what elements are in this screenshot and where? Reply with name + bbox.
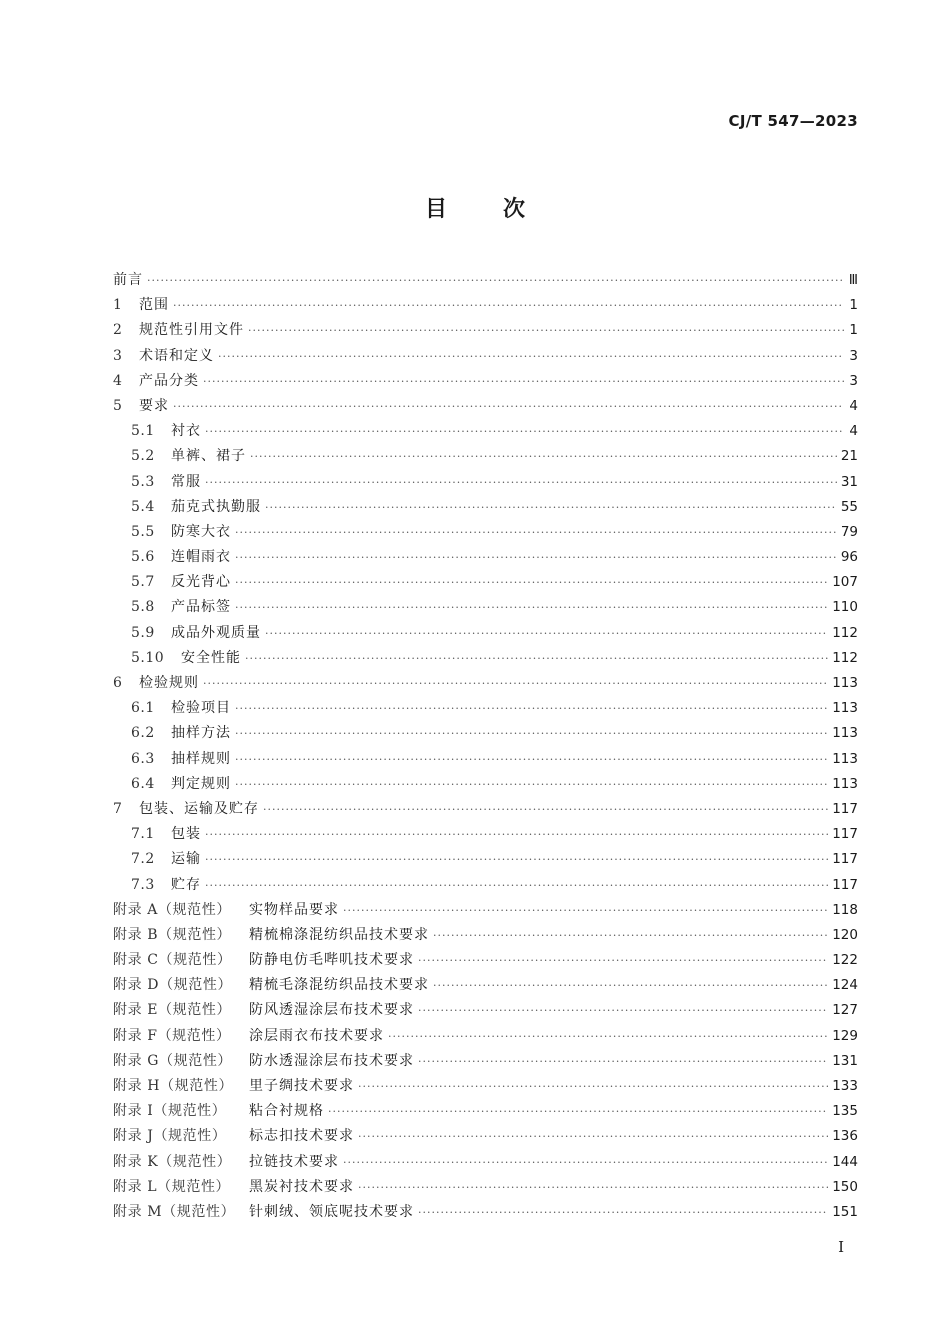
toc-entry-label: 实物样品要求	[249, 901, 339, 918]
toc-entry-page: 117	[832, 851, 858, 868]
toc-entry-label: 抽样方法	[171, 725, 231, 742]
toc-leader-dots	[235, 545, 837, 570]
standard-code: CJ/T 547—2023	[728, 112, 858, 130]
toc-entry-page: 127	[832, 1002, 858, 1019]
toc-entry-label: 成品外观质量	[171, 624, 261, 641]
toc-entry-number: 6.2	[131, 725, 155, 742]
toc-entry-number: 6.3	[131, 750, 155, 767]
toc-entry-page: 113	[832, 750, 858, 767]
toc-entry-page: 117	[832, 876, 858, 893]
toc-entry-page: 150	[832, 1178, 858, 1195]
toc-leader-dots	[263, 797, 828, 822]
toc-leader-dots	[265, 495, 837, 520]
toc-entry-label: 检验项目	[171, 700, 231, 717]
toc-entry-number: 附录 C（规范性）	[113, 952, 232, 969]
toc-entry[interactable]	[113, 1024, 858, 1049]
toc-leader-dots	[235, 520, 837, 545]
toc-entry-page: 96	[840, 549, 858, 566]
toc-entry-number: 5.8	[131, 599, 155, 616]
toc-leader-dots	[418, 1049, 828, 1074]
toc-entry-number: 附录 D（规范性）	[113, 977, 233, 994]
toc-entry-number: 5	[113, 397, 123, 414]
toc-entry-label: 茄克式执勤服	[171, 498, 261, 515]
toc-entry-number: 5.3	[131, 473, 155, 490]
toc-entry-label: 防水透湿涂层布技术要求	[249, 1052, 414, 1069]
toc-entry-page: 4	[849, 423, 858, 440]
toc-entry[interactable]	[113, 595, 858, 620]
toc-entry-number: 附录 H（规范性）	[113, 1078, 234, 1094]
toc-entry[interactable]	[113, 419, 858, 444]
toc-entry-page: 55	[840, 498, 858, 515]
page-number: Ⅰ	[838, 1238, 844, 1256]
toc-entry-page: 122	[832, 952, 858, 969]
toc-entry-number: 7	[113, 800, 123, 817]
toc-entry-number: 3	[113, 347, 123, 364]
toc-entry-label: 规范性引用文件	[139, 322, 244, 339]
toc-entry-label: 贮存	[171, 876, 201, 893]
title-part-1: 目	[424, 197, 447, 222]
toc-entry-number: 1	[113, 297, 123, 314]
toc-entry[interactable]	[113, 268, 858, 293]
toc-leader-dots	[358, 1074, 828, 1099]
toc-entry-number: 5.1	[131, 423, 155, 440]
toc-entry[interactable]	[113, 772, 858, 797]
toc-entry-page: 129	[832, 1027, 858, 1044]
toc-leader-dots	[205, 419, 844, 444]
toc-entry[interactable]	[113, 1074, 858, 1099]
toc-entry-page: 112	[832, 624, 858, 641]
toc-entry-number: 5.10	[131, 649, 165, 666]
toc-entry[interactable]	[113, 696, 858, 721]
toc-entry-label: 术语和定义	[139, 347, 214, 364]
toc-entry-label: 范围	[139, 297, 169, 314]
toc-entry[interactable]	[113, 545, 858, 570]
toc-leader-dots	[235, 696, 828, 721]
toc-leader-dots	[203, 369, 844, 394]
toc-entry-number: 附录 I（规范性）	[113, 1103, 227, 1120]
toc-entry[interactable]	[113, 646, 858, 671]
toc-entry[interactable]	[113, 1200, 858, 1225]
toc-entry-label: 精梳毛涤混纺织品技术要求	[249, 977, 429, 994]
toc-entry-page: 135	[832, 1103, 858, 1120]
toc-entry-label: 包装	[171, 826, 201, 843]
toc-entry-label: 精梳棉涤混纺织品技术要求	[249, 926, 429, 943]
toc-entry-number: 附录 G（规范性）	[113, 1052, 233, 1069]
toc-entry-label: 判定规则	[171, 775, 231, 792]
toc-entry-page: 107	[832, 574, 858, 591]
toc-entry-label: 拉链技术要求	[249, 1153, 339, 1170]
toc-entry-number: 附录 E（规范性）	[113, 1002, 232, 1019]
toc-entry-number: 7.3	[131, 876, 155, 893]
toc-leader-dots	[235, 595, 828, 620]
toc-entry-page: 3	[849, 347, 858, 364]
toc-entry[interactable]	[113, 671, 858, 696]
toc-entry[interactable]	[113, 948, 858, 973]
toc-entry[interactable]	[113, 621, 858, 646]
toc-entry-page: 31	[840, 473, 858, 490]
toc-entry-page: 144	[832, 1153, 858, 1170]
toc-entry-page: 124	[832, 977, 858, 994]
toc-entry-label: 包装、运输及贮存	[139, 800, 259, 817]
toc-entry-number: 附录 K（规范性）	[113, 1153, 232, 1170]
toc-entry-label: 针刺绒、领底呢技术要求	[249, 1203, 414, 1220]
toc-entry[interactable]	[113, 394, 858, 419]
toc-entry-label: 前言	[113, 272, 143, 288]
toc-leader-dots	[235, 570, 828, 595]
toc-entry[interactable]	[113, 797, 858, 822]
toc-leader-dots	[358, 1175, 828, 1200]
toc-leader-dots	[235, 721, 828, 746]
toc-entry-page: 120	[832, 926, 858, 943]
toc-entry-label: 产品标签	[171, 599, 231, 616]
toc-entry[interactable]	[113, 495, 858, 520]
toc-leader-dots	[205, 470, 837, 495]
toc-entry[interactable]	[113, 444, 858, 469]
toc-leader-dots	[328, 1099, 828, 1124]
toc-leader-dots	[173, 394, 844, 419]
toc-leader-dots	[203, 671, 828, 696]
toc-entry-number: 附录 B（规范性）	[113, 926, 232, 943]
toc-entry-page: 4	[849, 397, 858, 414]
toc-entry-label: 常服	[171, 473, 201, 490]
toc-leader-dots	[433, 973, 828, 998]
toc-entry-number: 附录 F（规范性）	[113, 1027, 231, 1044]
toc-entry-label: 反光背心	[171, 574, 231, 591]
toc-entry[interactable]	[113, 898, 858, 923]
toc-entry[interactable]	[113, 293, 858, 318]
toc-entry[interactable]	[113, 1099, 858, 1124]
toc-entry-label: 黑炭衬技术要求	[249, 1178, 354, 1195]
toc-entry-number: 5.4	[131, 498, 155, 515]
toc-entry-label: 衬衣	[171, 423, 201, 440]
toc-entry[interactable]	[113, 470, 858, 495]
toc-entry-label: 粘合衬规格	[249, 1103, 324, 1120]
toc-leader-dots	[218, 344, 844, 369]
toc-entry-page: 131	[832, 1052, 858, 1069]
toc-entry-number: 附录 L（规范性）	[113, 1178, 231, 1195]
toc-entry[interactable]	[113, 344, 858, 369]
toc-entry-page: 113	[832, 700, 858, 717]
toc-leader-dots	[205, 822, 828, 847]
toc-entry-number: 7.2	[131, 851, 155, 868]
toc-entry[interactable]	[113, 1124, 858, 1149]
toc-entry-number: 6	[113, 675, 123, 691]
toc-entry-page: 113	[832, 775, 858, 792]
toc-entry-number: 7.1	[131, 826, 155, 843]
toc-entry[interactable]	[113, 923, 858, 948]
title-part-2: 次	[503, 197, 526, 222]
toc-entry-number: 5.7	[131, 574, 155, 591]
toc-leader-dots	[245, 646, 828, 671]
toc-entry[interactable]	[113, 998, 858, 1023]
toc-entry-number: 附录 J（规范性）	[113, 1128, 227, 1145]
toc-entry-page: 117	[832, 826, 858, 843]
toc-entry[interactable]	[113, 520, 858, 545]
toc-entry-page: 1	[849, 297, 858, 314]
toc-entry-label: 安全性能	[181, 649, 241, 666]
toc-entry-label: 单裤、裙子	[171, 448, 246, 465]
toc-entry-number: 4	[113, 372, 123, 389]
toc-entry-page: 151	[832, 1203, 858, 1220]
toc-leader-dots	[235, 772, 828, 797]
toc-entry[interactable]	[113, 369, 858, 394]
toc-entry-number: 5.9	[131, 624, 155, 641]
toc-leader-dots	[388, 1024, 828, 1049]
toc-entry-label: 防寒大衣	[171, 523, 231, 540]
toc-entry-page: 136	[832, 1128, 858, 1145]
toc-entry[interactable]	[113, 570, 858, 595]
toc-leader-dots	[205, 847, 828, 872]
toc-leader-dots	[265, 621, 828, 646]
toc-entry[interactable]	[113, 822, 858, 847]
toc-entry-number: 6.4	[131, 775, 155, 792]
toc-entry-number: 5.6	[131, 549, 155, 566]
toc-entry[interactable]	[113, 747, 858, 772]
toc-entry-number: 2	[113, 322, 123, 339]
toc-entry-number: 5.2	[131, 448, 155, 465]
toc-leader-dots	[147, 268, 844, 293]
toc-entry-label: 防风透湿涂层布技术要求	[249, 1002, 414, 1019]
toc-entry-number: 附录 A（规范性）	[113, 901, 231, 918]
toc-entry-page: 117	[832, 800, 858, 817]
toc-leader-dots	[418, 1200, 828, 1225]
toc-leader-dots	[173, 293, 844, 318]
table-of-contents	[113, 268, 858, 1225]
toc-entry-page: 113	[832, 675, 858, 691]
toc-entry-page: 113	[832, 725, 858, 742]
toc-entry-label: 检验规则	[139, 675, 199, 691]
toc-leader-dots	[418, 948, 828, 973]
toc-entry-number: 附录 M（规范性）	[113, 1203, 236, 1220]
page-title	[0, 192, 950, 223]
toc-entry-page: 1	[849, 322, 858, 339]
toc-entry-page: Ⅲ	[848, 272, 858, 288]
toc-entry[interactable]	[113, 318, 858, 343]
toc-leader-dots	[433, 923, 828, 948]
toc-entry-page: 112	[832, 649, 858, 666]
toc-leader-dots	[418, 998, 828, 1023]
toc-leader-dots	[205, 873, 828, 898]
toc-entry-page: 3	[849, 372, 858, 389]
toc-entry-label: 运输	[171, 851, 201, 868]
toc-entry-label: 产品分类	[139, 372, 199, 389]
toc-entry-number: 6.1	[131, 700, 155, 717]
toc-entry-label: 连帽雨衣	[171, 549, 231, 566]
toc-entry-label: 防静电仿毛哔叽技术要求	[249, 952, 414, 969]
toc-leader-dots	[343, 1150, 828, 1175]
toc-leader-dots	[250, 444, 837, 469]
toc-leader-dots	[358, 1124, 828, 1149]
toc-entry-page: 133	[832, 1078, 858, 1094]
toc-leader-dots	[248, 318, 844, 343]
toc-leader-dots	[235, 747, 828, 772]
toc-entry-label: 标志扣技术要求	[249, 1128, 354, 1145]
toc-entry-page: 21	[840, 448, 858, 465]
toc-entry[interactable]	[113, 1150, 858, 1175]
toc-entry[interactable]	[113, 873, 858, 898]
toc-entry-label: 要求	[139, 397, 169, 414]
toc-entry-number: 5.5	[131, 523, 155, 540]
toc-entry-page: 79	[840, 523, 858, 540]
toc-entry-page: 110	[832, 599, 858, 616]
toc-entry-label: 里子绸技术要求	[249, 1078, 354, 1094]
toc-leader-dots	[343, 898, 828, 923]
toc-entry[interactable]	[113, 973, 858, 998]
toc-entry-page: 118	[832, 901, 858, 918]
toc-entry-label: 涂层雨衣布技术要求	[249, 1027, 384, 1044]
toc-entry[interactable]	[113, 721, 858, 746]
toc-entry[interactable]	[113, 847, 858, 872]
toc-entry[interactable]	[113, 1175, 858, 1200]
toc-entry-label: 抽样规则	[171, 750, 231, 767]
toc-entry[interactable]	[113, 1049, 858, 1074]
